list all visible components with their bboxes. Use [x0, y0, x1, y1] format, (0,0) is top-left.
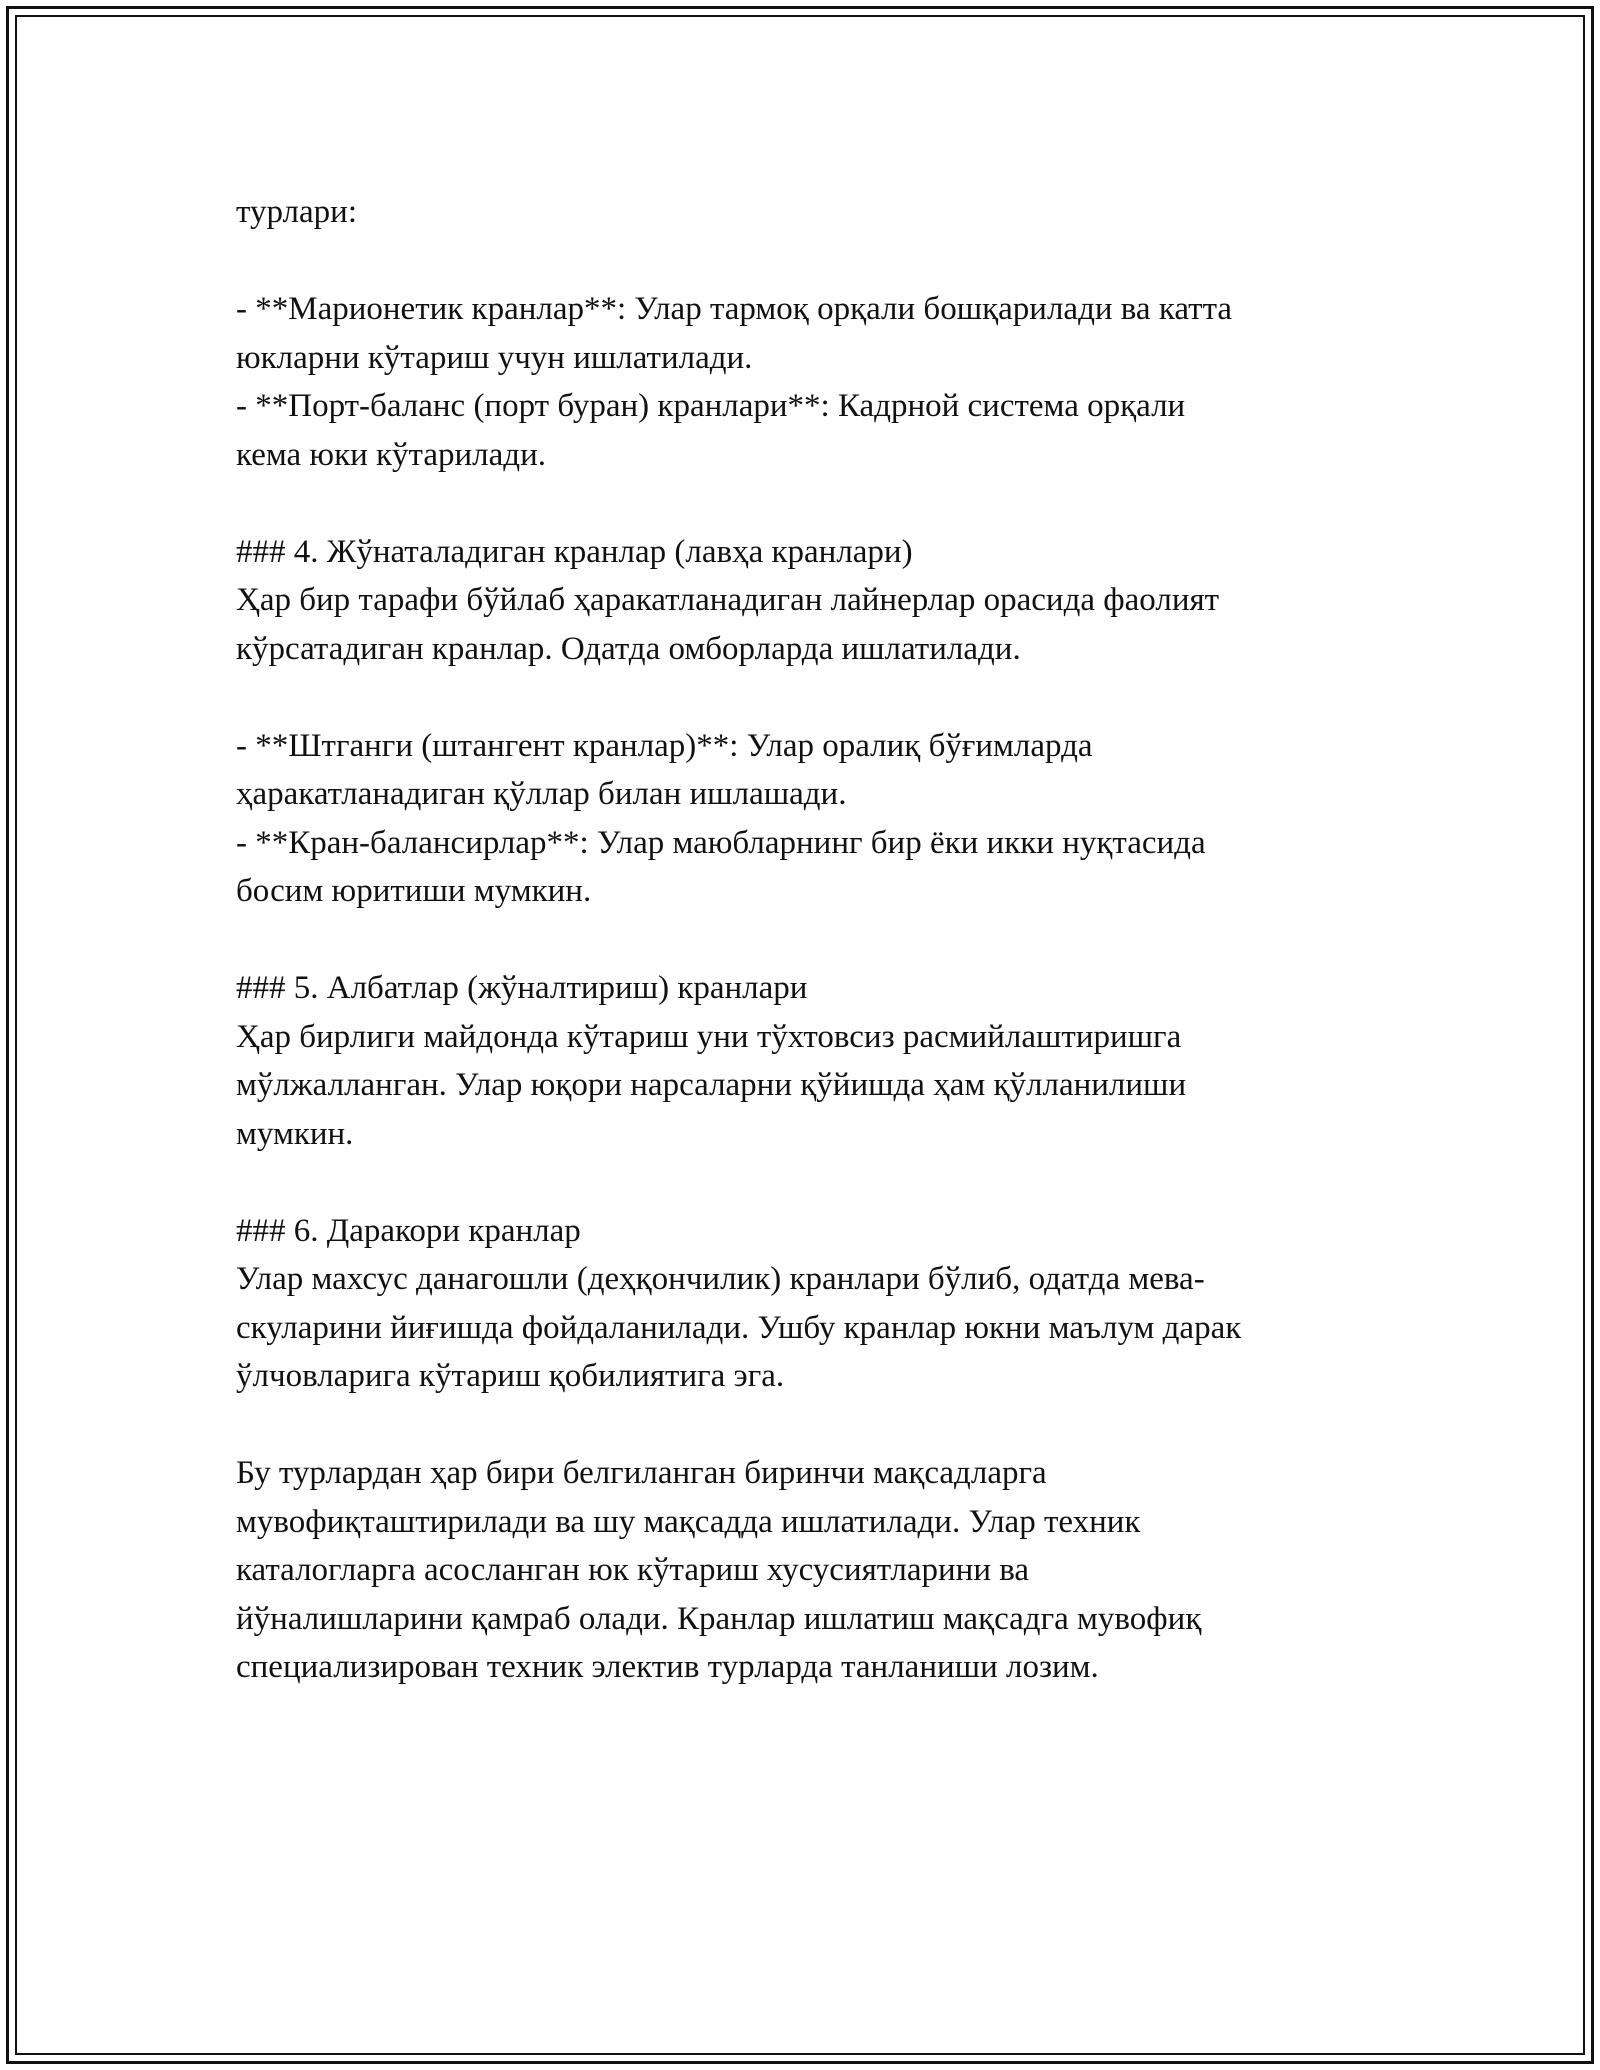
text-line: юкларни кўтариш учун ишлатилади. — [236, 339, 753, 376]
text-line: йўналишларини қамраб олади. Кранлар ишлатиш мақсадга мувофиқ — [236, 1600, 1202, 1637]
text-line: кема юки кўтарилади. — [236, 436, 546, 473]
text-line: - **Марионетик кранлар**: Улар тармоқ орқали бошқарилади ва катта — [236, 291, 1233, 327]
paragraph — [236, 722, 1396, 916]
paragraph-gap — [236, 673, 1396, 722]
paragraph-gap — [236, 916, 1396, 965]
paragraph — [236, 1207, 1396, 1401]
text-line: - **Кран-балансирлар**: Улар маюбларнинг бир ёки икки нуқтасида — [236, 824, 1206, 861]
document-body — [236, 188, 1396, 1692]
text-line: - **Порт-баланс (порт буран) кранлари**: Кадрной система орқали — [236, 388, 1186, 424]
text-line: - **Штганги (штангент кранлар)**: Улар оралиқ бўғимларда — [236, 727, 1093, 764]
paragraph — [236, 1449, 1396, 1692]
section-heading: ### 6. Даракори кранлар — [236, 1212, 581, 1249]
text-line: скуларини йиғишда фойдаланилади. Ушбу кранлар юкни маълум дарак — [236, 1309, 1242, 1346]
text-line: турлари: — [236, 194, 357, 230]
paragraph — [236, 964, 1396, 1158]
text-line: Ҳар бирлиги майдонда кўтариш уни тўхтовсиз расмийлаштиришга — [236, 1018, 1182, 1055]
paragraph-gap — [236, 479, 1396, 528]
section-heading: ### 5. Албатлар (жўналтириш) кранлари — [236, 970, 808, 1006]
paragraph — [236, 528, 1396, 674]
paragraph-gap — [236, 237, 1396, 286]
paragraph — [236, 188, 1396, 237]
text-line: Ҳар бир тарафи бўйлаб ҳаракатланадиган лайнерлар орасида фаолият — [236, 582, 1220, 618]
text-line: ўлчовларига кўтариш қобилиятига эга. — [236, 1358, 785, 1394]
text-line: мўлжалланган. Улар юқори нарсаларни қўйишда ҳам қўлланилиши — [236, 1067, 1187, 1103]
text-line: кўрсатадиган кранлар. Одатда омборларда ишлатилади. — [236, 630, 1021, 667]
text-line: мумкин. — [236, 1115, 354, 1152]
text-line: Бу турлардан ҳар бири белгиланган биринчи мақсадларга — [236, 1455, 1047, 1491]
text-line: Улар махсус данагошли (деҳқончилик) кранлари бўлиб, одатда мева- — [236, 1261, 1205, 1297]
paragraph-gap — [236, 1158, 1396, 1207]
paragraph — [236, 285, 1396, 479]
text-line: ҳаракатланадиган қўллар билан ишлашади. — [236, 776, 847, 812]
text-line: босим юритиши мумкин. — [236, 873, 592, 909]
paragraph-gap — [236, 1401, 1396, 1450]
section-heading: ### 4. Жўнаталадиган кранлар (лавҳа кранлари) — [236, 533, 913, 570]
text-line: каталогларга асосланган юк кўтариш хусусиятларини ва — [236, 1552, 1030, 1588]
text-line: мувофиқташтирилади ва шу мақсадда ишлатилади. Улар техник — [236, 1503, 1141, 1540]
text-line: специализирован техник электив турларда танланиши лозим. — [236, 1649, 1099, 1685]
